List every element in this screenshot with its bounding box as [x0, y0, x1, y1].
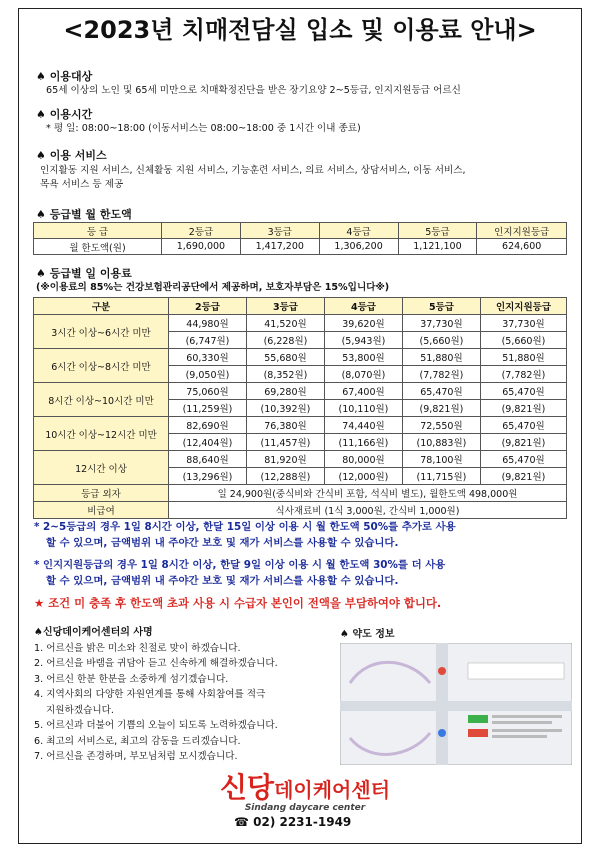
section-hours-text: * 평 일: 08:00~18:00 (이동서비스는 08:00~18:00 중 1시간 이내 종료): [46, 123, 361, 134]
outside-grade-text: 일 24,900원(중식비와 간식비 포함, 석식비 별도), 월한도액 498,000원: [169, 485, 567, 502]
table-cell: 3등급: [246, 298, 324, 315]
table-cell: 4등급: [324, 298, 402, 315]
note-blue-1a: * 2~5등급의 경우 1일 8시간 이상, 한달 15일 이상 이용 시 월 한도액 50%를 추가로 사용: [34, 521, 456, 533]
logo-subtitle: Sindang daycare center: [244, 803, 366, 813]
fee-cell: 78,100원: [402, 451, 480, 468]
table-row: [34, 383, 567, 400]
daily-fee-table: [33, 297, 567, 519]
note-blue-1b: 할 수 있으며, 금액범위 내 주야간 보호 및 재가 서비스를 사용할 수 있습니다.: [46, 537, 399, 549]
table-row: [34, 485, 567, 502]
copay-cell: (11,259원): [169, 400, 247, 417]
copay-cell: (5,943원): [324, 332, 402, 349]
section-target-heading: ♠ 이용대상: [36, 70, 93, 83]
list-item: 3. 어르신 한분 한분을 소중하게 섬기겠습니다.: [34, 673, 229, 685]
copay-cell: (9,821원): [480, 400, 566, 417]
copay-cell: (9,050원): [169, 366, 247, 383]
list-item: 2. 어르신을 바램을 귀담아 듣고 신속하게 해결하겠습니다.: [34, 658, 278, 669]
map-legend-line: [492, 721, 552, 724]
table-cell: 등 급: [34, 223, 162, 239]
fee-cell: 65,470원: [480, 451, 566, 468]
table-cell: 4등급: [319, 223, 398, 239]
fee-cell: 82,690원: [169, 417, 247, 434]
monthly-limit-table: [33, 222, 567, 255]
table-header-row: [34, 298, 567, 315]
table-cell: 1,690,000: [162, 239, 241, 255]
fee-cell: 69,280원: [246, 383, 324, 400]
list-item: 7. 어르신을 존경하며, 부모님처럼 모시겠습니다.: [34, 751, 238, 762]
fee-cell: 65,470원: [480, 383, 566, 400]
section-hours-heading: ♠ 이용시간: [36, 108, 93, 121]
table-cell: 월 한도액(원): [34, 239, 162, 255]
table-cell: 3등급: [240, 223, 319, 239]
copay-cell: (12,404원): [169, 434, 247, 451]
row-label: 비급여: [34, 502, 169, 519]
map-legend-line: [492, 715, 562, 718]
copay-cell: (11,457원): [246, 434, 324, 451]
map-label-box: [468, 663, 564, 679]
monthly-heading: ♠ 등급별 월 한도액: [36, 208, 132, 221]
copay-cell: (5,660원): [480, 332, 566, 349]
table-cell: 2등급: [169, 298, 247, 315]
row-label: 3시간 이상~6시간 미만: [34, 315, 169, 349]
nonpay-text: 식사재료비 (1식 3,000원, 간식비 1,000원): [169, 502, 567, 519]
fee-cell: 60,330원: [169, 349, 247, 366]
section-service-line1: 인지활동 지원 서비스, 신체활동 지원 서비스, 기능훈련 서비스, 의료 서비스, 상담서비스, 이동 서비스,: [40, 165, 466, 176]
fee-cell: 39,620원: [324, 315, 402, 332]
copay-cell: (10,392원): [246, 400, 324, 417]
table-row: [34, 417, 567, 434]
map-road-horizontal: [340, 701, 572, 711]
section-service-line2: 목욕 서비스 등 제공: [40, 179, 124, 190]
page-title: <2023년 치매전담실 입소 및 이용료 안내>: [63, 16, 537, 44]
fee-cell: 67,400원: [324, 383, 402, 400]
row-label: 6시간 이상~8시간 미만: [34, 349, 169, 383]
copay-cell: (7,782원): [402, 366, 480, 383]
fee-cell: 80,000원: [324, 451, 402, 468]
list-item: 4. 지역사회의 다양한 자원연계를 통해 사회참여를 적극: [34, 689, 266, 700]
copay-cell: (8,352원): [246, 366, 324, 383]
list-item: 지원하겠습니다.: [46, 704, 114, 716]
fee-cell: 51,880원: [402, 349, 480, 366]
table-cell: 인지지원등급: [477, 223, 567, 239]
daily-subheading: (※이용료의 85%는 건강보험관리공단에서 제공하며, 보호자부담은 15%입니다※): [36, 282, 390, 293]
map-marker: [438, 667, 446, 675]
copay-cell: (11,715원): [402, 468, 480, 485]
logo: [165, 773, 445, 813]
table-header-row: [34, 223, 567, 239]
note-blue-2b: 할 수 있으며, 금액범위 내 주야간 보호 및 재가 서비스를 사용할 수 있습니다.: [46, 575, 399, 587]
section-target-text: 65세 이상의 노인 및 65세 미만으로 치매확정진단을 받은 장기요양 2~5등급, 인지지원등급 어르신: [46, 85, 461, 96]
fee-cell: 41,520원: [246, 315, 324, 332]
fee-cell: 74,440원: [324, 417, 402, 434]
copay-cell: (9,821원): [480, 434, 566, 451]
copay-cell: (11,166원): [324, 434, 402, 451]
list-item: 6. 최고의 서비스로, 최고의 감동을 드리겠습니다.: [34, 735, 241, 747]
phone-number[interactable]: ☎ 02) 2231-1949: [234, 815, 352, 829]
table-row: [34, 451, 567, 468]
fee-cell: 55,680원: [246, 349, 324, 366]
fee-cell: 44,980원: [169, 315, 247, 332]
table-row: [34, 502, 567, 519]
daily-heading: ♠ 등급별 일 이용료: [36, 267, 132, 280]
fee-cell: 53,800원: [324, 349, 402, 366]
mission-heading: ♠신당데이케어센터의 사명: [34, 627, 153, 638]
copay-cell: (12,000원): [324, 468, 402, 485]
copay-cell: (8,070원): [324, 366, 402, 383]
list-item: 1. 어르신을 밝은 미소와 친절로 맞이 하겠습니다.: [34, 642, 241, 654]
table-cell: 1,306,200: [319, 239, 398, 255]
logo-prefix: 신당: [219, 771, 275, 804]
table-cell: 구분: [34, 298, 169, 315]
copay-cell: (6,747원): [169, 332, 247, 349]
map-marker: [438, 729, 446, 737]
copay-cell: (10,110원): [324, 400, 402, 417]
row-label: 10시간 이상~12시간 미만: [34, 417, 169, 451]
mission-list: [34, 625, 278, 765]
copay-cell: (6,228원): [246, 332, 324, 349]
copay-cell: (5,660원): [402, 332, 480, 349]
fee-cell: 81,920원: [246, 451, 324, 468]
row-label: 8시간 이상~10시간 미만: [34, 383, 169, 417]
fee-cell: 37,730원: [402, 315, 480, 332]
table-cell: 5등급: [402, 298, 480, 315]
table-row: [34, 349, 567, 366]
fee-cell: 76,380원: [246, 417, 324, 434]
copay-cell: (12,288원): [246, 468, 324, 485]
fee-cell: 65,470원: [402, 383, 480, 400]
note-red: ★ 조건 미 충족 후 한도액 초과 사용 시 수급자 본인이 전액을 부담하여야 합니다.: [34, 596, 442, 610]
copay-cell: (13,296원): [169, 468, 247, 485]
list-item: 5. 어르신과 더불어 기쁨의 오늘이 되도록 노력하겠습니다.: [34, 720, 278, 731]
row-label: 12시간 이상: [34, 451, 169, 485]
map-legend-line: [492, 735, 547, 738]
table-cell: 1,121,100: [398, 239, 477, 255]
logo-suffix: 데이케어센터: [274, 778, 391, 802]
map-heading: ♠ 약도 정보: [340, 629, 395, 640]
section-service-heading: ♠ 이용 서비스: [36, 149, 107, 162]
copay-cell: (9,821원): [402, 400, 480, 417]
fee-cell: 51,880원: [480, 349, 566, 366]
location-map: [340, 643, 572, 765]
logo-wordmark: [165, 773, 445, 805]
table-cell: 624,600: [477, 239, 567, 255]
table-row: [34, 315, 567, 332]
row-label: 등급 외자: [34, 485, 169, 502]
fee-cell: 88,640원: [169, 451, 247, 468]
table-cell: 2등급: [162, 223, 241, 239]
fee-cell: 65,470원: [480, 417, 566, 434]
note-blue-2a: * 인지지원등급의 경우 1일 8시간 이상, 한달 9일 이상 이용 시 월 한도액 30%를 더 사용: [34, 559, 446, 571]
table-row: [34, 239, 567, 255]
copay-cell: (9,821원): [480, 468, 566, 485]
fee-cell: 72,550원: [402, 417, 480, 434]
map-legend-line: [492, 729, 562, 732]
table-cell: 5등급: [398, 223, 477, 239]
map-legend-red: [468, 729, 488, 737]
table-cell: 인지지원등급: [480, 298, 566, 315]
fee-cell: 75,060원: [169, 383, 247, 400]
copay-cell: (10,883원): [402, 434, 480, 451]
fee-cell: 37,730원: [480, 315, 566, 332]
table-cell: 1,417,200: [240, 239, 319, 255]
copay-cell: (7,782원): [480, 366, 566, 383]
map-legend-green: [468, 715, 488, 723]
